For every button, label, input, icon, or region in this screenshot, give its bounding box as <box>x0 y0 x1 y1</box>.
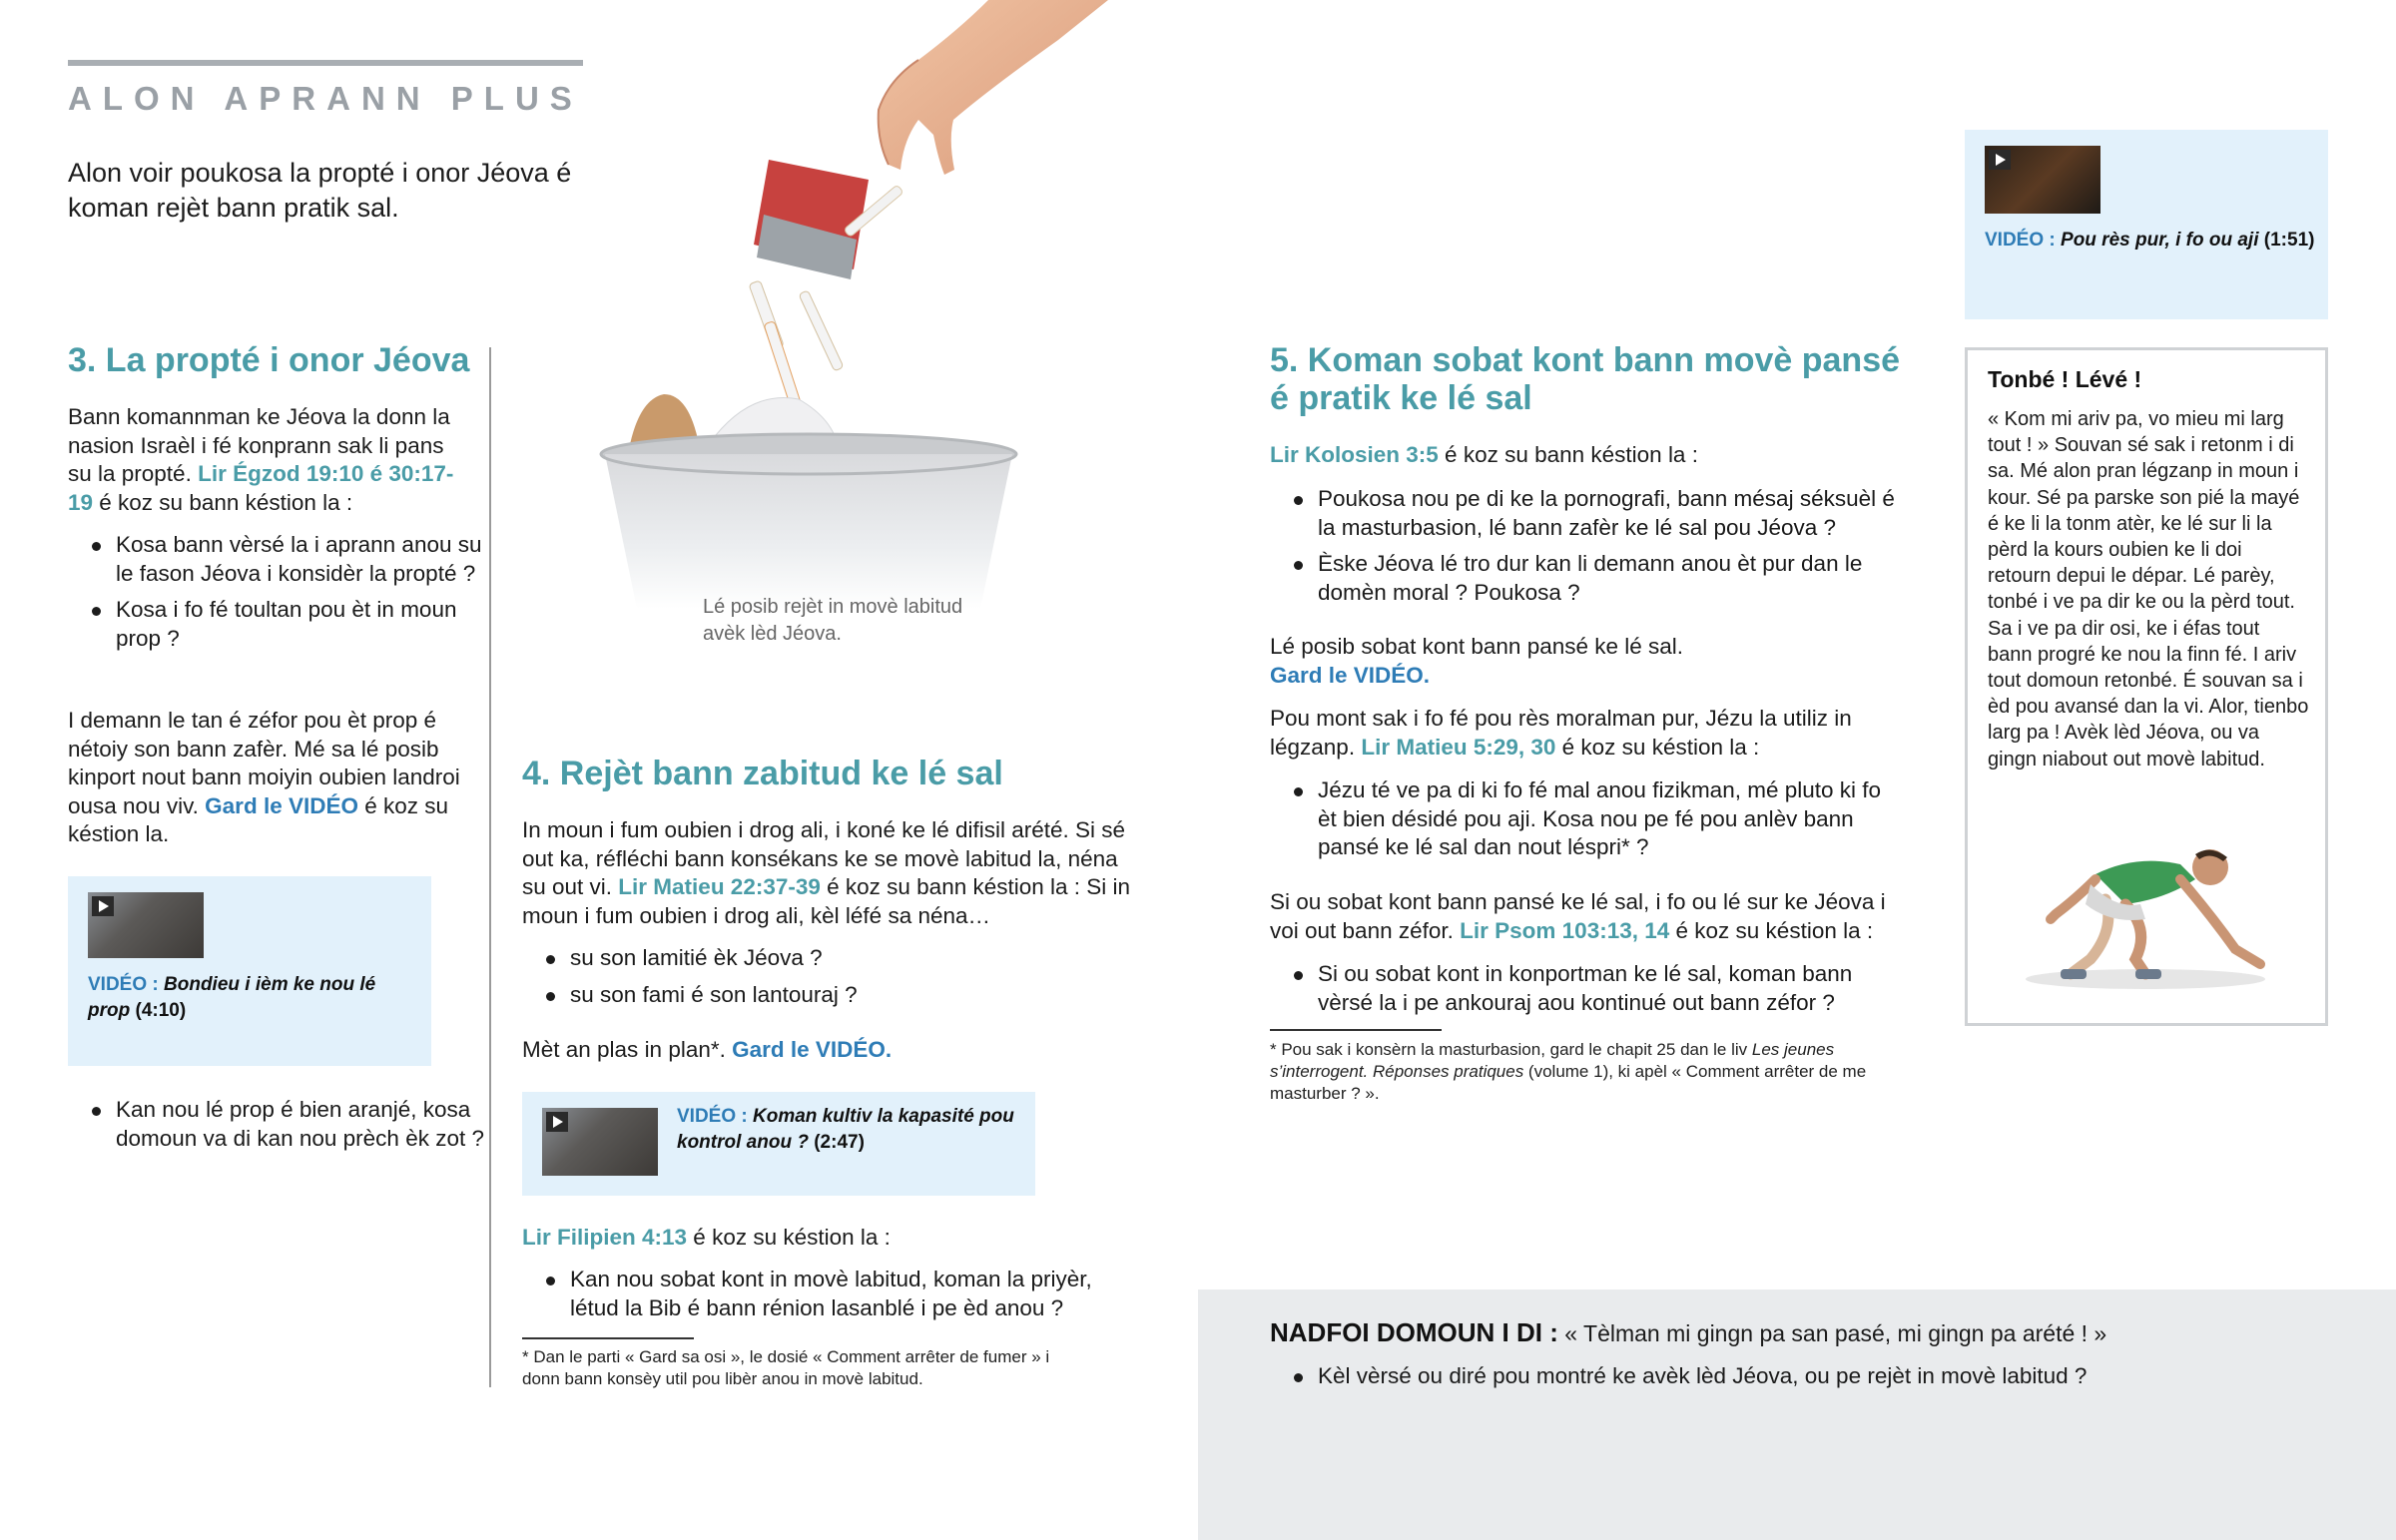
section4-paragraph1 <box>522 816 1131 930</box>
video-duration: (2:47) <box>814 1132 865 1153</box>
section5-p1-after: é koz su bann késtion la : <box>1438 442 1698 467</box>
video-title: Bondieu i ièm ke nou lé prop <box>88 974 376 1021</box>
section5-p4-after: é koz su késtion la : <box>1669 917 1874 943</box>
trash-illustration <box>589 0 1108 619</box>
section5-ref-psalm[interactable]: Lir Psom 103:13, 14 <box>1460 917 1670 943</box>
video-kicker: VIDÉO : <box>88 974 159 995</box>
section5-bullets <box>1270 485 1899 615</box>
section4-paragraph3 <box>522 1224 1121 1253</box>
list-item: Èske Jéova lé tro dur kan li demann anou èt pur dan le domèn moral ? Poukosa ? <box>1270 550 1899 607</box>
list-item: Poukosa nou pe di ke la pornografi, bann mésaj séksuèl é la masturbasion, lé bann zafèr ke lé sal pou Jéova ? <box>1270 485 1899 542</box>
bottom-quote <box>1270 1317 2368 1348</box>
list-item: Kan nou sobat kont in movè labitud, koman la priyèr, létud la Bib é bann rénion lasanblé i pe èd anou ? <box>522 1266 1121 1322</box>
column-divider <box>489 347 491 1387</box>
list-item: Kèl vèrsé ou diré pou montré ke avèk lèd Jéova, ou pe rejèt in movè labitud ? <box>1270 1362 2368 1391</box>
list-item: su son lamitié èk Jéova ? <box>522 944 1121 973</box>
video-title: Pou rès pur, i fo ou aji <box>2061 230 2259 251</box>
watch-video-link[interactable]: Gard le VIDÉO. <box>732 1037 893 1062</box>
footnote-book-title: Les jeunes s’interrogent. Réponses pratiques <box>1270 1040 1835 1081</box>
video-title: Koman kultiv la kapasité pou kontrol anou ? <box>677 1106 1014 1153</box>
watch-video-link[interactable]: Gard le VIDÉO <box>205 792 358 818</box>
video-card-section3[interactable] <box>68 876 431 1066</box>
play-icon[interactable] <box>546 1112 568 1132</box>
page-kicker: ALON APRANN PLUS <box>68 80 583 117</box>
section5-footnote <box>1270 1039 1889 1105</box>
video-label <box>677 1104 1026 1156</box>
video-duration: (1:51) <box>2263 230 2315 251</box>
runner-illustration <box>1996 819 2295 999</box>
section5-p3-after: é koz su késtion la : <box>1555 734 1760 760</box>
play-icon[interactable] <box>92 896 114 916</box>
section3-bullets <box>68 531 487 661</box>
section4-p1-after: é koz su bann késtion la : Si in moun i fum oubien i drog ali, kèl léfé sa néna… <box>522 874 1131 928</box>
section4-p3-after: é koz su késtion la : <box>687 1225 891 1250</box>
video-thumbnail[interactable] <box>1985 146 2100 214</box>
section4-ref-philippians[interactable]: Lir Filipien 4:13 <box>522 1225 688 1250</box>
section4-footnote: * Dan le parti « Gard sa osi », le dosié « Comment arrêter de fumer » i donn bann konsèy util pou libèr anou in movè labitud. <box>522 1347 1050 1388</box>
section5-paragraph3 <box>1270 705 1869 762</box>
video-thumbnail[interactable] <box>88 892 204 958</box>
header-rule <box>68 60 583 66</box>
section3-p1-after: é koz su bann késtion la : <box>93 489 353 515</box>
section5-p4-text: Si ou sobat kont bann pansé ke lé sal, i fo ou lé sur ke Jéova i voi out bann zéfor. <box>1270 889 1886 943</box>
bottom-label: NADFOI DOMOUN I DI : <box>1270 1317 1558 1347</box>
section4-bullets <box>522 944 1121 1017</box>
list-item: su son fami é son lantouraj ? <box>522 981 1121 1010</box>
intro-text: Alon voir poukosa la propté i onor Jéova é koman rejèt bann pratik sal. <box>68 158 572 223</box>
section3-p2-after: é koz su késtion la. <box>68 792 449 846</box>
footnote-after: (volume 1), ki apèl « Comment arrêter de me masturber ? ». <box>1270 1062 1867 1103</box>
bottom-quote-text: « Tèlman mi gingn pa san pasé, mi gingn pa arété ! » <box>1557 1320 2107 1346</box>
video-kicker: VIDÉO : <box>1985 230 2056 251</box>
play-icon[interactable] <box>1989 150 2011 170</box>
footnote-rule <box>522 1337 694 1339</box>
section3-title: 3. La propté i onor Jéova <box>68 341 470 379</box>
section3-p2-text: I demann le tan é zéfor pou èt prop é nétoiy son bann zafèr. Mé sa lé posib kinport nout bann moiyin oubien landroi ousa nou viv. <box>68 708 460 818</box>
section3-paragraph1 <box>68 403 467 517</box>
sidebar-box-text: « Kom mi ariv pa, vo mieu mi larg tout ! » Souvan sé sak i retonm i di sa. Mé alon pran légzanp in moun i kour. Sé pa parske son pié la mayé é ke li la tonm atèr, ke lé sur li la pèrd la kours oubien ke li doi retourn depui le dépar. Lé parèy, tonbé i ve pa dir ke ou la pèrd tout. Sa i ve pa dir osi, ke i éfas tout bann progré ke nou la finn fé. I ariv tout domoun retonbé. É souvan sa i èd pou avansé dan la vi. Alor, tienbo larg pa ! Avèk lèd Jéova, ou va gingn niabout out movè labitud. <box>1988 408 2309 770</box>
section5-ref-colossians[interactable]: Lir Kolosien 3:5 <box>1270 442 1439 467</box>
bottom-bullets <box>1270 1362 2368 1399</box>
section5-title: 5. Koman sobat kont bann movè pansé é pratik ke lé sal <box>1270 341 1901 417</box>
image-caption: Lé posib rejèt in movè labitud avèk lèd Jéova. <box>703 596 963 645</box>
sidebar-box-title: Tonbé ! Lévé ! <box>1988 366 2142 392</box>
list-item: Jézu té ve pa di ki fo fé mal anou fizikman, mé pluto ki fo èt bien désidé pou aji. Kosa nou pe fé pou anlèv bann pansé ke lé sal dan nout léspri* ? <box>1270 776 1899 862</box>
section5-bullets2 <box>1270 776 1899 870</box>
video-label <box>88 972 417 1024</box>
section4-p2-text: Mèt an plas in plan*. <box>522 1037 733 1062</box>
section3-p1-text: Bann komannman ke Jéova la donn la nasion Israèl i fé konprann sak li pans su la propté. <box>68 404 450 486</box>
section3-paragraph2 <box>68 707 467 849</box>
footnote-rule <box>1270 1029 1442 1031</box>
video-kicker: VIDÉO : <box>677 1106 748 1127</box>
section5-paragraph2 <box>1270 633 1889 690</box>
section5-paragraph4 <box>1270 888 1899 945</box>
video-card-sidebar[interactable] <box>1965 130 2328 319</box>
section4-bullets2 <box>522 1266 1121 1330</box>
list-item: Si ou sobat kont in konportman ke lé sal, koman bann vèrsé la i pe ankouraj aou kontinué out bann zéfor ? <box>1270 960 1899 1017</box>
section4-title: 4. Rejèt bann zabitud ke lé sal <box>522 755 1003 792</box>
video-thumbnail[interactable] <box>542 1108 658 1176</box>
section5-p2-text: Lé posib sobat kont bann pansé ke lé sal. <box>1270 634 1684 659</box>
video-label <box>1985 228 2324 254</box>
section5-bullets3 <box>1270 960 1899 1025</box>
list-item: Kan nou lé prop é bien aranjé, kosa domoun va di kan nou prèch èk zot ? <box>68 1096 487 1153</box>
list-item: Kosa bann vèrsé la i aprann anou su le fason Jéova i konsidèr la propté ? <box>68 531 487 588</box>
section5-ref-matthew[interactable]: Lir Matieu 5:29, 30 <box>1361 734 1556 760</box>
section4-p1-text: In moun i fum oubien i drog ali, i koné ke lé difisil arété. Si sé out ka, réfléchi bann konsékans ke se movè labitud la, néna su out vi. <box>522 817 1126 899</box>
footnote-text: * Pou sak i konsèrn la masturbasion, gard le chapit 25 dan le liv <box>1270 1040 1752 1059</box>
section5-p3-text: Pou mont sak i fo fé pou rès moralman pur, Jézu la utiliz in légzanp. <box>1270 706 1852 760</box>
section5-paragraph1 <box>1270 441 1889 470</box>
section3-ref-exodus[interactable]: Lir Égzod 19:10 é 30:17-19 <box>68 461 454 515</box>
section4-paragraph2 <box>522 1036 1121 1065</box>
section3-bullets-after <box>68 1096 487 1161</box>
video-card-section4[interactable] <box>522 1092 1035 1196</box>
video-duration: (4:10) <box>135 1000 187 1021</box>
list-item: Kosa i fo fé toultan pou èt in moun prop ? <box>68 596 487 653</box>
sidebar-box <box>1965 347 2328 1026</box>
watch-video-link[interactable]: Gard le VIDÉO. <box>1270 662 1431 688</box>
section4-ref-matthew[interactable]: Lir Matieu 22:37-39 <box>618 874 821 899</box>
